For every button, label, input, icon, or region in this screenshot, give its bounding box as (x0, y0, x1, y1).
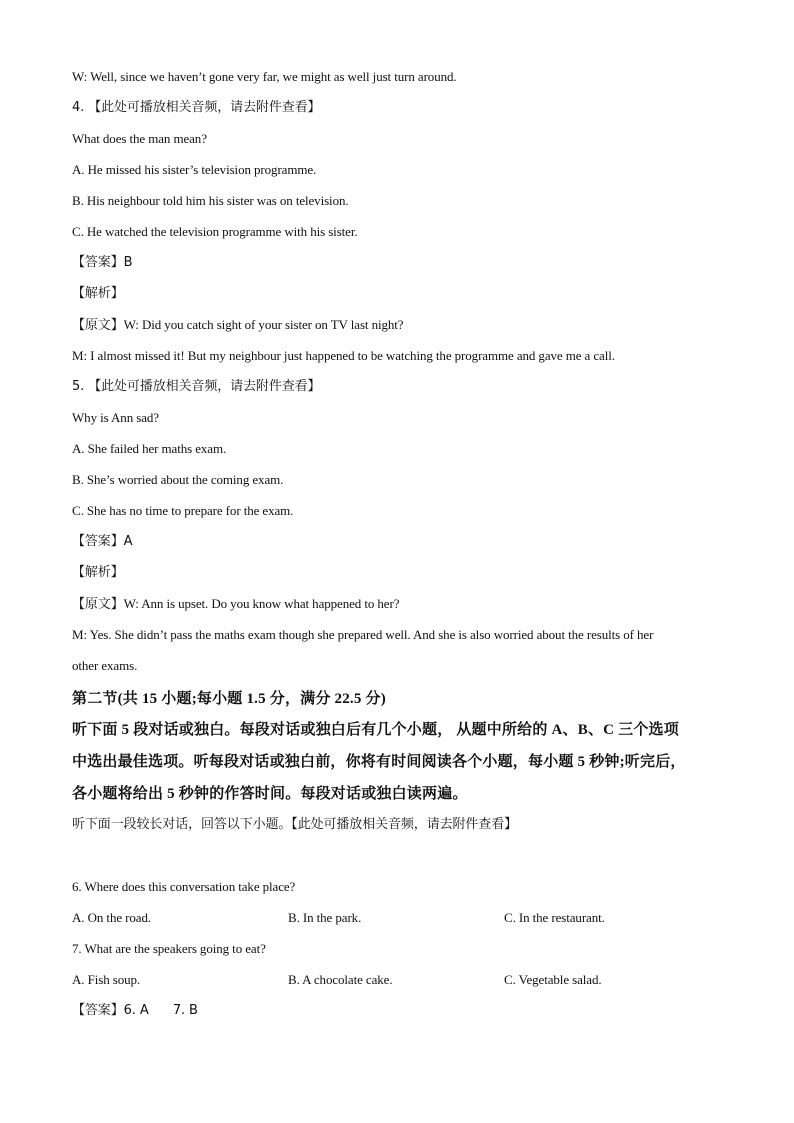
section-heading: 第二节(共 15 小题;每小题 1.5 分，满分 22.5 分) (72, 691, 386, 707)
question-6-stem: 6. Where does this conversation take place? (72, 879, 296, 894)
question-5-stem: Why is Ann sad? (72, 410, 159, 425)
option-a: A. She failed her maths exam. (72, 441, 227, 456)
question-7-options (72, 971, 602, 989)
option-a: A. On the road. (72, 910, 152, 925)
question-6-options (72, 909, 605, 927)
option-c: C. She has no time to prepare for the exam. (72, 503, 294, 518)
option-c: C. He watched the television programme with his sister. (72, 224, 358, 239)
question-5-audio: 5. 【此处可播放相关音频，请去附件查看】 (72, 379, 321, 394)
transcript-line: other exams. (72, 658, 138, 673)
transcript-line: 【原文】W: Ann is upset. Do you know what happened to her? (72, 596, 400, 611)
question-4-audio: 4. 【此处可播放相关音频，请去附件查看】 (72, 100, 321, 115)
answer-label: 【答案】A (72, 534, 133, 549)
answer-label: 【答案】6. A 7. B (72, 1003, 198, 1018)
transcript-line: 【原文】W: Did you catch sight of your sister on TV last night? (72, 317, 404, 332)
option-c: C. In the restaurant. (504, 910, 605, 925)
option-b: B. His neighbour told him his sister was on television. (72, 193, 349, 208)
question-7-stem: 7. What are the speakers going to eat? (72, 941, 266, 956)
option-b: B. In the park. (288, 910, 362, 925)
option-b: B. A chocolate cake. (288, 972, 393, 987)
option-b: B. She’s worried about the coming exam. (72, 472, 284, 487)
analysis-label: 【解析】 (72, 286, 124, 301)
option-a: A. He missed his sister’s television programme. (72, 162, 317, 177)
transcript-line: M: Yes. She didn’t pass the maths exam though she prepared well. And she is also worried about the results of her (72, 627, 654, 642)
dialogue-audio-prompt: 听下面一段较长对话，回答以下小题。【此处可播放相关音频，请去附件查看】 (72, 817, 518, 832)
option-c: C. Vegetable salad. (504, 972, 602, 987)
section-instructions: 各小题将给出 5 秒钟的作答时间。每段对话或独白读两遍。 (72, 786, 468, 802)
question-4-stem: What does the man mean? (72, 131, 207, 146)
answer-label: 【答案】B (72, 255, 133, 270)
option-a: A. Fish soup. (72, 972, 141, 987)
dialogue-line: W: Well, since we haven’t gone very far, we might as well just turn around. (72, 69, 457, 84)
section-instructions: 中选出最佳选项。听每段对话或独白前，你将有时间阅读各个小题，每小题 5 秒钟;听完后， (72, 754, 686, 770)
analysis-label: 【解析】 (72, 565, 124, 580)
section-instructions: 听下面 5 段对话或独白。每段对话或独白后有几个小题， 从题中所给的 A、B、C 三个选项 (72, 722, 679, 738)
transcript-line: M: I almost missed it! But my neighbour just happened to be watching the programme and gave me a call. (72, 348, 615, 363)
